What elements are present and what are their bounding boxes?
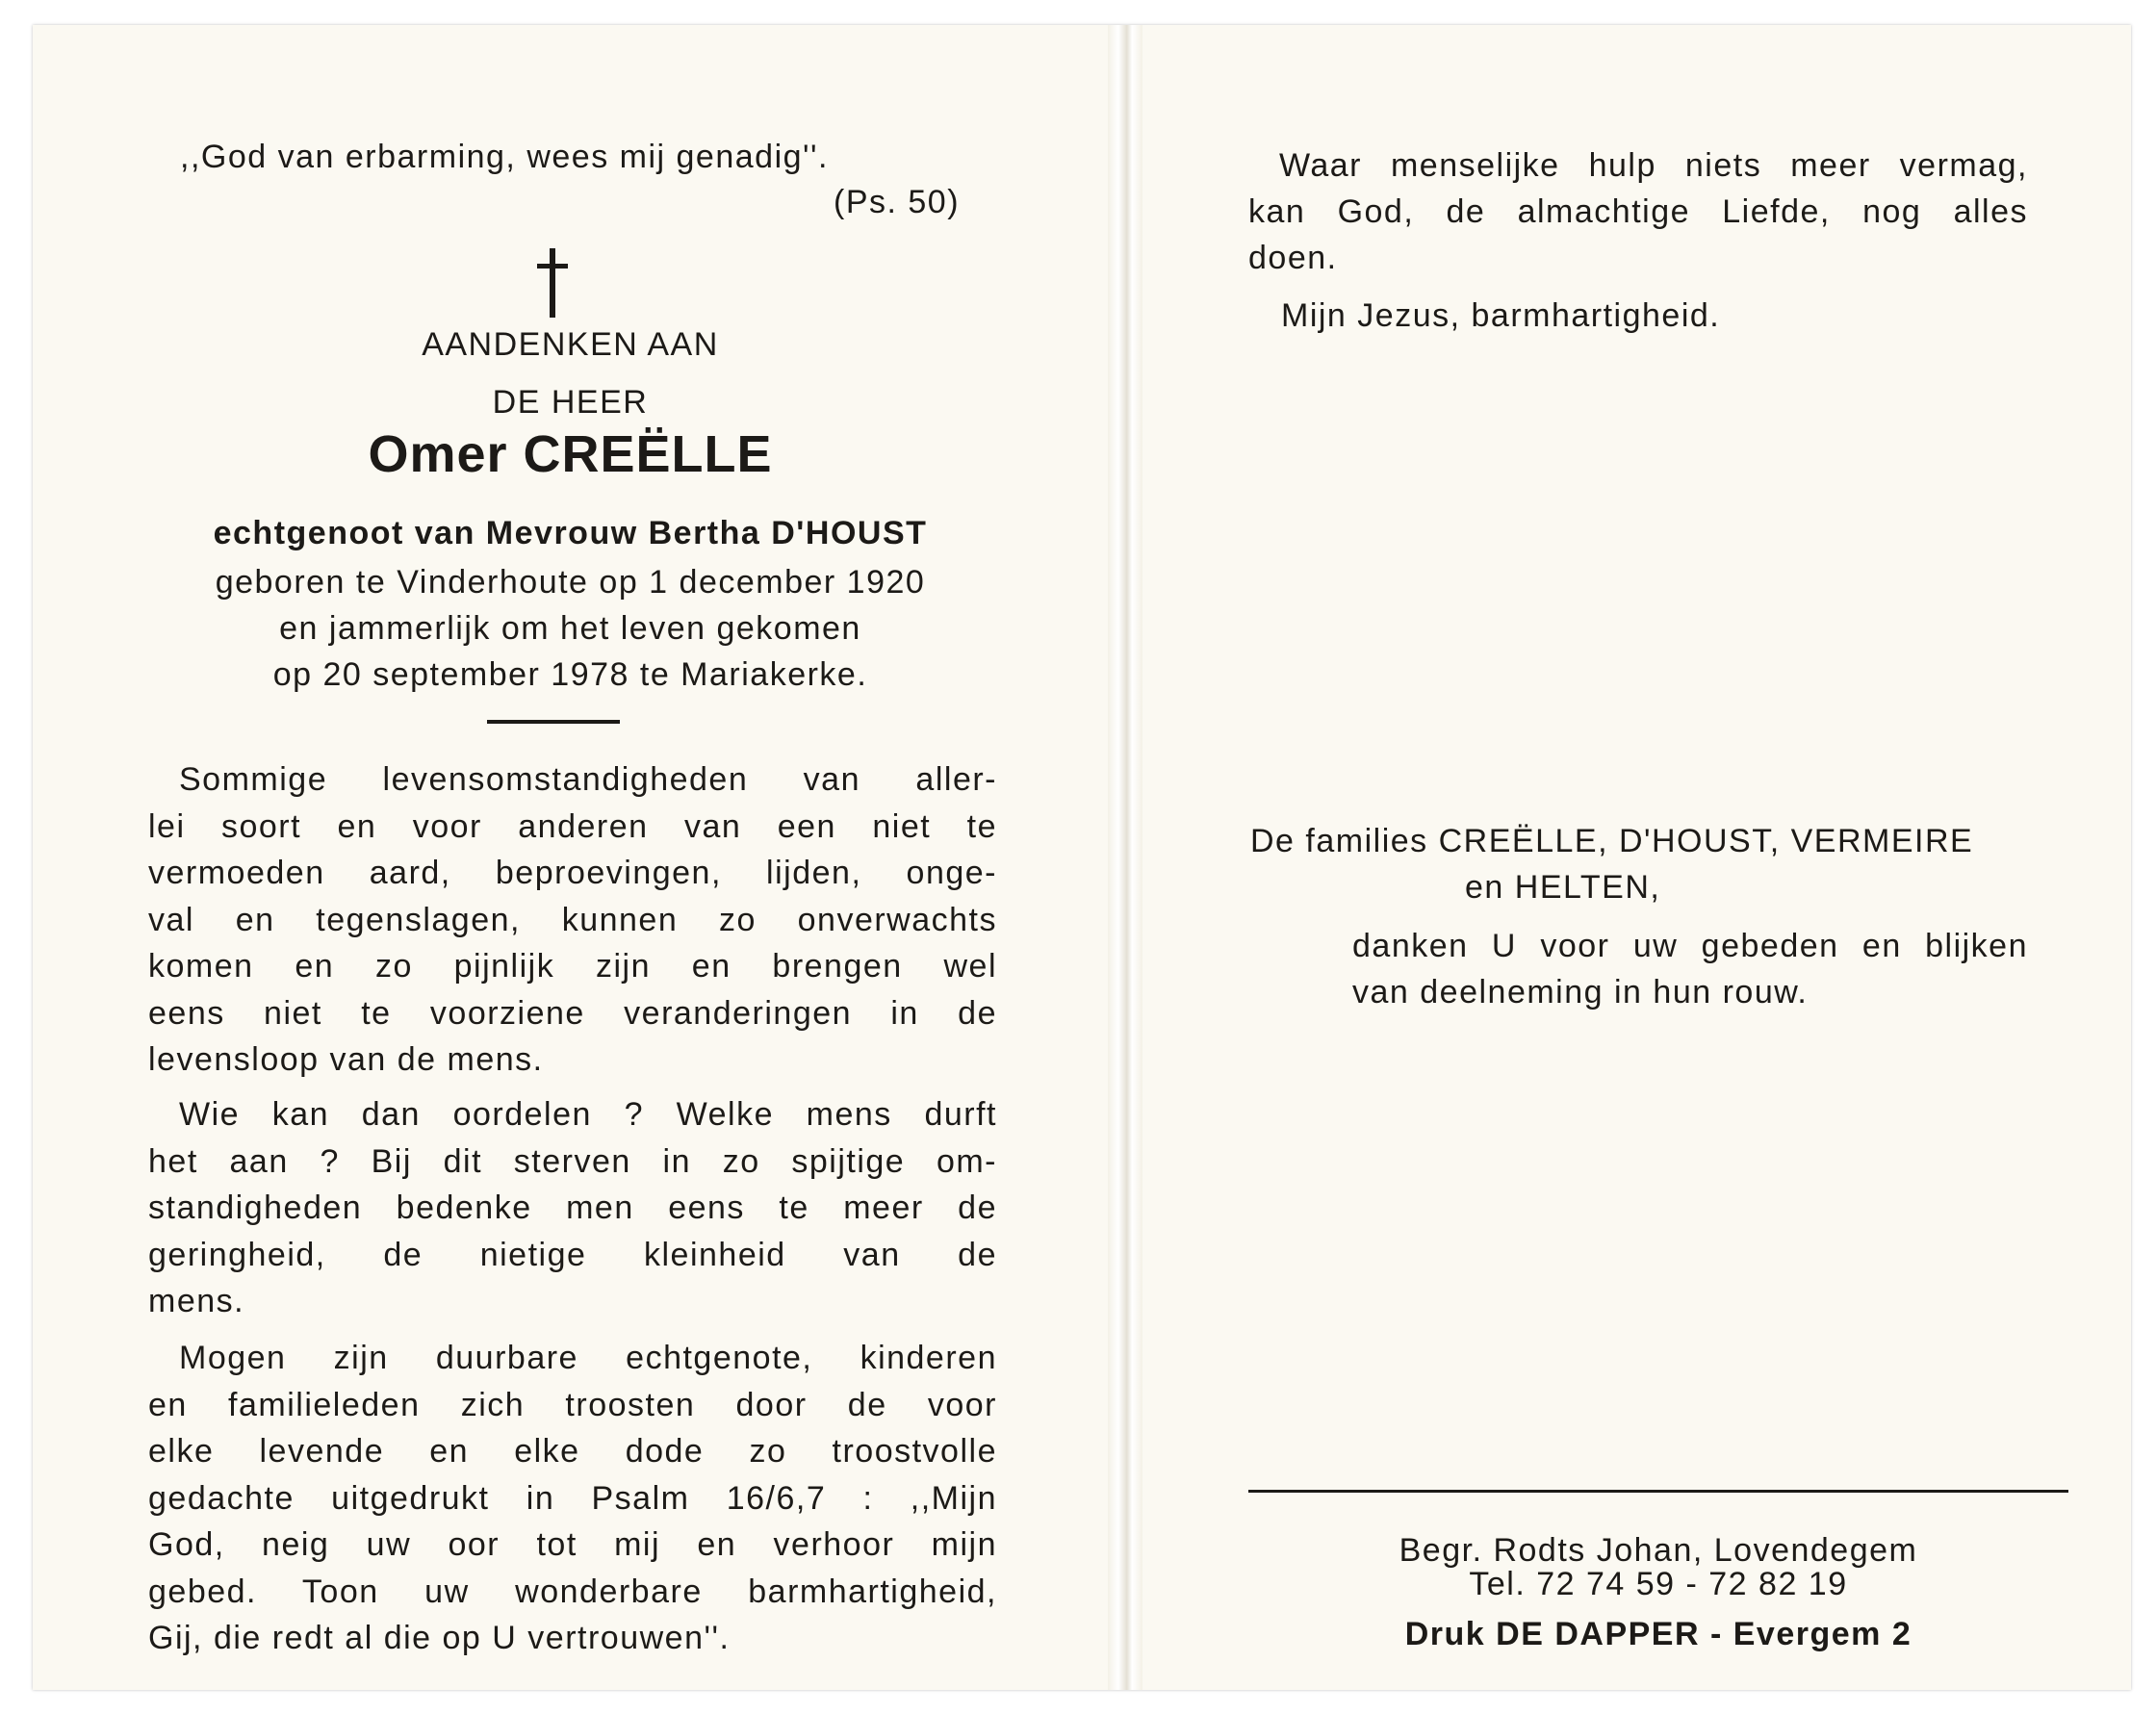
prayer-text — [1248, 142, 2028, 281]
paragraph-line: vermoeden aard, beproevingen, lijden, onge- — [148, 855, 997, 891]
paragraph-line: gedachte uitgedrukt in Psalm 16/6,7 : ,,Mijn — [148, 1479, 997, 1517]
jezus-prayer: Mijn Jezus, barmhartigheid. — [1281, 297, 1721, 334]
paragraph-3 — [148, 1335, 997, 1662]
paragraph-line: val en tegenslagen, kunnen zo onverwachts — [148, 901, 997, 938]
deceased-name: Omer CREËLLE — [368, 425, 773, 483]
paragraph-line: God, neig uw oor tot mij en verhoor mijn — [148, 1526, 997, 1563]
heading-title: DE HEER — [492, 384, 649, 421]
footer-divider — [1248, 1490, 2068, 1493]
paragraph-line: het aan ? Bij dit sterven in zo spijtige om- — [148, 1142, 997, 1180]
heading-remembrance: AANDENKEN AAN — [422, 326, 719, 363]
paragraph-line: Sommige levensomstandigheden van aller- — [179, 761, 997, 798]
paragraph-line: standigheden bedenke men eens te meer de — [148, 1190, 997, 1226]
prayer-line: Waar menselijke hulp niets meer vermag, — [1279, 147, 2028, 184]
paragraph-2 — [148, 1091, 997, 1325]
paragraph-line: en familieleden zich troosten door de voor — [148, 1386, 997, 1423]
paragraph-line: levensloop van de mens. — [148, 1041, 544, 1078]
psalm-reference: (Ps. 50) — [834, 184, 961, 220]
thanks-line: van deelneming in hun rouw. — [1352, 974, 1809, 1010]
paragraph-line: gebed. Toon uw wonderbare barmhartigheid, — [148, 1573, 997, 1610]
thanks-text — [1352, 923, 2028, 1015]
divider — [487, 720, 620, 724]
paragraph-line: mens. — [148, 1283, 245, 1319]
cross-icon — [533, 248, 572, 318]
death-line-1: en jammerlijk om het leven gekomen — [279, 610, 861, 647]
families-line-2: en HELTEN, — [1465, 869, 1661, 906]
paragraph-line: elke levende en elke dode zo troostvolle — [148, 1433, 997, 1470]
opening-quote: ,,God van erbarming, wees mij genadig''. — [180, 139, 829, 175]
right-page — [1142, 25, 2131, 1690]
paragraph-line: Wie kan dan oordelen ? Welke mens durft — [179, 1096, 997, 1133]
prayer-line: kan God, de almachtige Liefde, nog alles — [1248, 193, 2028, 230]
death-line-2: op 20 september 1978 te Mariakerke. — [272, 656, 868, 693]
paragraph-line: komen en zo pijnlijk zijn en brengen wel — [148, 948, 997, 985]
memorial-card — [33, 25, 2131, 1690]
paragraph-1 — [148, 756, 997, 1084]
paragraph-line: Mogen zijn duurbare echtgenote, kinderen — [179, 1340, 997, 1376]
printer-line: Druk DE DAPPER - Evergem 2 — [1404, 1616, 1912, 1652]
birth-line: geboren te Vinderhoute op 1 december 1920 — [215, 564, 926, 601]
families-line-1: De families CREËLLE, D'HOUST, VERMEIRE — [1250, 823, 1974, 859]
paragraph-line: eens niet te voorziene veranderingen in de — [148, 994, 997, 1032]
spouse-line: echtgenoot van Mevrouw Bertha D'HOUST — [213, 515, 928, 551]
undertaker-line: Begr. Rodts Johan, Lovendegem — [1399, 1532, 1918, 1569]
paragraph-line: geringheid, de nietige kleinheid van de — [148, 1236, 997, 1273]
paragraph-line: Gij, die redt al die op U vertrouwen''. — [148, 1620, 731, 1656]
prayer-line: doen. — [1248, 240, 1338, 276]
paragraph-line: lei soort en voor anderen van een niet te — [148, 807, 997, 845]
telephone-line: Tel. 72 74 59 - 72 82 19 — [1469, 1566, 1848, 1602]
card-fold — [1108, 25, 1142, 1690]
left-page — [33, 25, 1108, 1690]
thanks-line: danken U voor uw gebeden en blijken — [1352, 928, 2028, 964]
